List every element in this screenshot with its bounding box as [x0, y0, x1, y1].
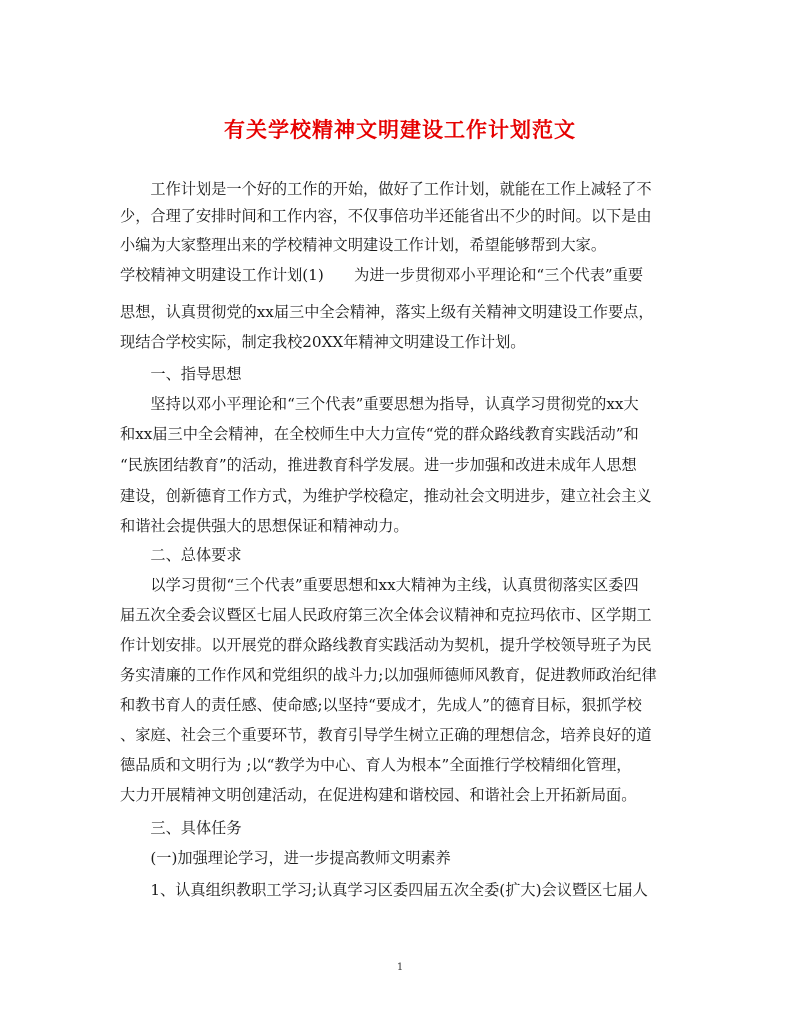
body-line: 建设，创新德育工作方式，为维护学校稳定，推动社会文明进步，建立社会主义 — [120, 487, 652, 505]
body-line: 和谐社会提供强大的思想保证和精神动力。 — [120, 517, 409, 535]
body-line: 学校精神文明建设工作计划(1) 为进一步贯彻邓小平理论和“三个代表”重要 — [120, 266, 644, 284]
body-line: 德品质和文明行为 ;以“教学为中心、育人为根本”全面推行学校精细化管理， — [120, 756, 632, 774]
body-line: 少，合理了安排时间和工作内容，不仅事倍功半还能省出不少的时间。以下是由 — [120, 207, 652, 225]
body-line: 大力开展精神文明创建活动，在促进构建和谐校园、和谐社会上开拓新局面。 — [120, 786, 637, 804]
body-line: 一、指导思想 — [120, 365, 242, 383]
body-line: 工作计划是一个好的工作的开始，做好了工作计划，就能在工作上减轻了不 — [120, 180, 652, 198]
body-line: (一)加强理论学习，进一步提高教师文明素养 — [120, 849, 451, 867]
body-line: 1、认真组织教职工学习;认真学习区委四届五次全委(扩大)会议暨区七届人 — [120, 881, 648, 899]
body-line: 二、总体要求 — [120, 546, 242, 564]
document-title: 有关学校精神文明建设工作计划范文 — [224, 117, 576, 142]
body-line: 小编为大家整理出来的学校精神文明建设工作计划，希望能够帮到大家。 — [120, 236, 606, 254]
body-line: 和教书育人的责任感、使命感;以坚持“要成才，先成人”的德育目标，狠抓学校 — [120, 696, 642, 714]
body-line: 思想，认真贯彻党的xx届三中全会精神，落实上级有关精神文明建设工作要点， — [120, 303, 654, 321]
page-number: 1 — [396, 962, 404, 973]
body-line: 届五次全委会议暨区七届人民政府第三次全体会议精神和克拉玛依市、区学期工 — [120, 606, 652, 624]
body-line: “民族团结教育”的活动，推进教育科学发展。进一步加强和改进未成年人思想 — [120, 456, 637, 474]
body-line: 现结合学校实际，制定我校20XX年精神文明建设工作计划。 — [120, 333, 526, 351]
body-line: 和xx届三中全会精神，在全校师生中大力宣传“党的群众路线教育实践活动”和 — [120, 425, 639, 443]
body-line: 务实清廉的工作作风和党组织的战斗力;以加强师德师风教育，促进教师政治纪律 — [120, 666, 657, 684]
body-line: 三、具体任务 — [120, 819, 242, 837]
body-line: 作计划安排。以开展党的群众路线教育实践活动为契机，提升学校领导班子为民 — [120, 636, 652, 654]
body-line: 以学习贯彻“三个代表”重要思想和xx大精神为主线，认真贯彻落实区委四 — [120, 576, 639, 594]
body-line: 、家庭、社会三个重要环节，教育引导学生树立正确的理想信念，培养良好的道 — [120, 726, 652, 744]
body-line: 坚持以邓小平理论和“三个代表”重要思想为指导，认真学习贯彻党的xx大 — [120, 395, 639, 413]
